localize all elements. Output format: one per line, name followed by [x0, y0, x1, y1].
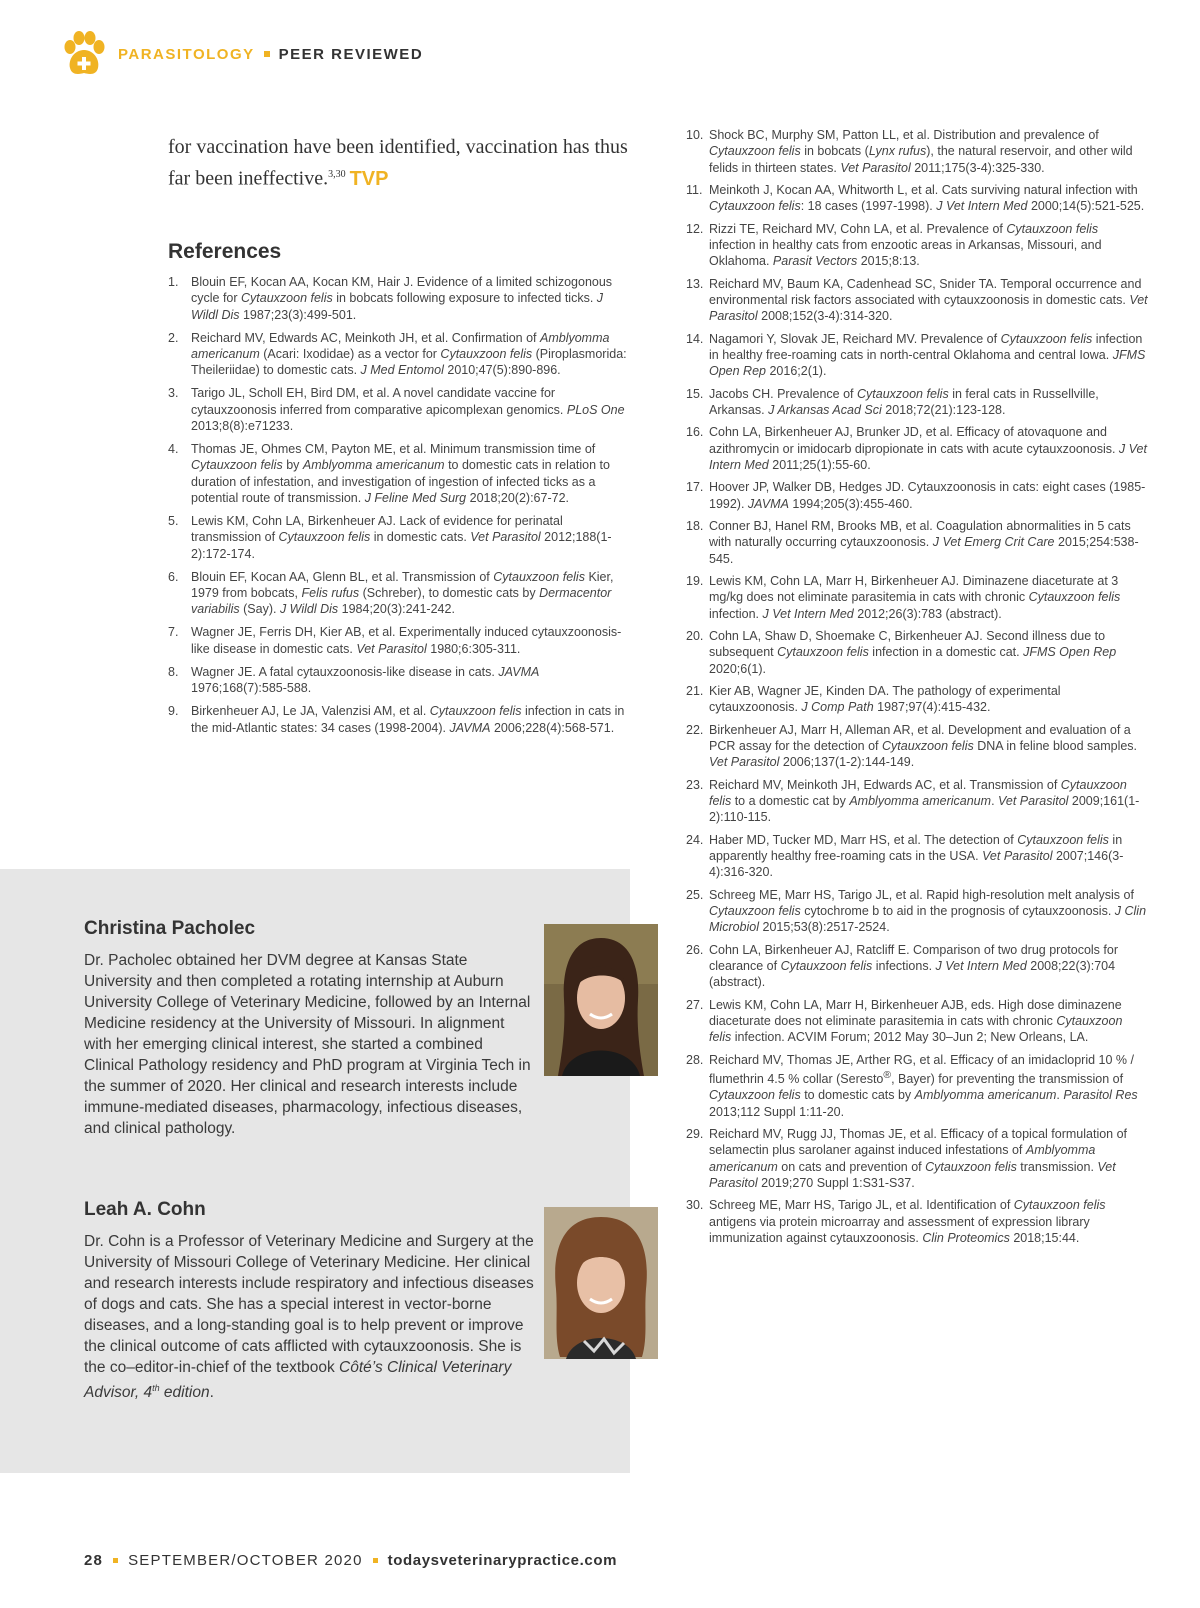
issue-date: SEPTEMBER/OCTOBER 2020 — [128, 1552, 363, 1569]
reference-text: Wagner JE. A fatal cytauxzoonosis-like disease in cats. JAVMA 1976;168(7):585-588. — [191, 664, 540, 696]
author-photo — [544, 924, 658, 1076]
reference-item — [686, 997, 1148, 1046]
page-footer — [84, 1552, 617, 1569]
reference-number: 12. — [686, 221, 704, 236]
reference-text: Blouin EF, Kocan AA, Glenn BL, et al. Transmission of Cytauxzoon felis Kier, 1979 from bobcats, Felis rufus (Schreber), to domestic cats by Dermacentor variabilis (Say). J Wildl Dis 1984;20(3):241-242. — [191, 569, 614, 617]
reference-number: 3. — [168, 386, 179, 401]
reference-number: 23. — [686, 777, 704, 792]
reference-number: 2. — [168, 330, 179, 345]
reference-text: Meinkoth J, Kocan AA, Whitworth L, et al. Cats surviving natural infection with Cytauxzoon felis: 18 cases (1997-1998). J Vet Intern Med 2000;14(5):521-525. — [709, 182, 1145, 214]
reference-number: 4. — [168, 442, 179, 457]
reference-item — [686, 942, 1148, 991]
reference-item — [686, 424, 1148, 473]
reference-item — [168, 385, 630, 434]
reference-item — [168, 624, 630, 657]
reference-number: 9. — [168, 704, 179, 719]
author-bio-text: Dr. Cohn is a Professor of Veterinary Medicine and Surgery at the University of Missouri College of Veterinary Medicine. Her clinical and research interests include respiratory and infectious diseases of dogs and cats. She has a special interest in vector-borne diseases, and a long-standing goal is to help prevent or improve the clinical outcome of cats afflicted with cytauxzoonosis. She is the co–editor-in-chief of the textbook Côté’s Clinical Veterinary Advisor, 4th edition. — [84, 1233, 534, 1402]
reference-number: 27. — [686, 997, 704, 1012]
reference-number: 1. — [168, 275, 179, 289]
intro-text: for vaccination have been identified, vaccination has thus far been ineffective. — [168, 136, 628, 190]
reference-text: Jacobs CH. Prevalence of Cytauxzoon felis in feral cats in Russellville, Arkansas. J Arkansas Acad Sci 2018;72(21):123-128. — [709, 386, 1099, 417]
paw-logo-icon — [60, 30, 108, 78]
reference-item — [686, 518, 1148, 567]
page-header — [60, 30, 423, 78]
reference-number: 13. — [686, 276, 704, 291]
reference-text: Schreeg ME, Marr HS, Tarigo JL, et al. Identification of Cytauxzoon felis antigens via protein microarray and assessment of expression library immunization against cytauxzoonosis. Clin Proteomics 2018;15:44. — [709, 1198, 1106, 1245]
separator-dot — [264, 51, 270, 57]
reference-text: Shock BC, Murphy SM, Patton LL, et al. Distribution and prevalence of Cytauxzoon felis in bobcats (Lynx rufus), the natural reservoir, and other wild felids in thirteen states. Vet Parasitol 2011;175(3-4):325-330. — [709, 128, 1133, 175]
reference-text: Cohn LA, Birkenheuer AJ, Ratcliff E. Comparison of two drug protocols for clearance of Cytauxzoon felis infections. J Vet Intern Med 2008;22(3):704 (abstract). — [709, 942, 1118, 990]
reference-number: 21. — [686, 683, 704, 698]
reference-text: Kier AB, Wagner JE, Kinden DA. The pathology of experimental cytauxzoonosis. J Comp Path 1987;97(4):415-432. — [709, 683, 1061, 715]
reference-text: Lewis KM, Cohn LA, Marr H, Birkenheuer AJ. Diminazene diaceturate at 3 mg/kg does not eliminate parasitemia in cats with chronic Cytauxzoon felis infection. J Vet Intern Med 2012;26(3):783 (abstract). — [709, 573, 1121, 621]
reference-item — [686, 1197, 1148, 1246]
reference-text: Tarigo JL, Scholl EH, Bird DM, et al. A novel candidate vaccine for cytauxzoonosis inferred from comparative apicomplexan genomics. PLoS One 2013;8(8):e71233. — [191, 386, 625, 433]
reference-item — [686, 777, 1148, 826]
reference-item — [686, 182, 1148, 215]
reference-item — [686, 573, 1148, 622]
reference-number: 26. — [686, 942, 704, 957]
reference-text: Schreeg ME, Marr HS, Tarigo JL, et al. Rapid high-resolution melt analysis of Cytauxzoon felis cytochrome b to aid in the prognosis of cytauxzoonosis. J Clin Microbiol 2015;53(8):2517-2524. — [709, 887, 1147, 935]
reference-number: 8. — [168, 664, 179, 679]
reference-item — [686, 887, 1148, 936]
author-photo — [544, 1207, 658, 1359]
reference-item — [168, 664, 630, 697]
reference-number: 29. — [686, 1126, 704, 1141]
reference-text: Birkenheuer AJ, Le JA, Valenzisi AM, et al. Cytauxzoon felis infection in cats in the mid-Atlantic states: 34 cases (1998-2004). JAVMA 2006;228(4):568-571. — [191, 704, 625, 735]
reference-number: 30. — [686, 1198, 704, 1213]
reference-item — [686, 628, 1148, 677]
reference-number: 24. — [686, 832, 704, 847]
subsection-label: PEER REVIEWED — [278, 45, 424, 63]
reference-number: 6. — [168, 569, 179, 584]
reference-number: 18. — [686, 518, 704, 533]
references-list-right — [686, 127, 1148, 1252]
reference-item — [168, 569, 630, 618]
reference-item — [686, 1126, 1148, 1191]
reference-number: 17. — [686, 480, 704, 495]
reference-text: Nagamori Y, Slovak JE, Reichard MV. Prevalence of Cytauxzoon felis infection in healthy free-roaming cats in north-central Oklahoma and central Iowa. JFMS Open Rep 2016;2(1). — [709, 331, 1146, 379]
reference-number: 10. — [686, 128, 704, 142]
reference-text: Birkenheuer AJ, Marr H, Alleman AR, et al. Development and evaluation of a PCR assay for the detection of Cytauxzoon felis DNA in feline blood samples. Vet Parasitol 2006;137(1-2):144-149. — [709, 722, 1138, 770]
reference-item — [686, 221, 1148, 270]
references-list-left — [168, 274, 630, 743]
tvp-end-mark: TVP — [349, 167, 389, 190]
reference-number: 15. — [686, 386, 704, 401]
reference-text: Wagner JE, Ferris DH, Kier AB, et al. Experimentally induced cytauxzoonosis-like disease in domestic cats. Vet Parasitol 1980;6:305-311. — [191, 625, 622, 656]
reference-number: 22. — [686, 722, 704, 737]
reference-item — [168, 703, 630, 736]
reference-text: Cohn LA, Birkenheuer AJ, Brunker JD, et al. Efficacy of atovaquone and azithromycin or imidocarb dipropionate in cats with acute cytauxzoonosis. J Vet Intern Med 2011;25(1):55-60. — [709, 425, 1147, 472]
reference-text: Reichard MV, Baum KA, Cadenhead SC, Snider TA. Temporal occurrence and environmental risk factors associated with cytauxzoonosis in domestic cats. Vet Parasitol 2008;152(3-4):314-320. — [709, 276, 1148, 324]
reference-text: Haber MD, Tucker MD, Marr HS, et al. The detection of Cytauxzoon felis in apparently healthy free-roaming cats in the USA. Vet Parasitol 2007;146(3-4):316-320. — [709, 832, 1124, 880]
reference-text: Thomas JE, Ohmes CM, Payton ME, et al. Minimum transmission time of Cytauxzoon felis by Amblyomma americanum to domestic cats in relation to duration of infestation, and investigation of ingestion of infected ticks as a potential route of transmission. J Feline Med Surg 2018;20(2):67-72. — [191, 442, 610, 505]
reference-number: 19. — [686, 573, 704, 588]
reference-item — [686, 722, 1148, 771]
reference-text: Hoover JP, Walker DB, Hedges JD. Cytauxzoonosis in cats: eight cases (1985-1992). JAVMA 1994;205(3):455-460. — [709, 480, 1146, 511]
reference-text: Conner BJ, Hanel RM, Brooks MB, et al. Coagulation abnormalities in 5 cats with naturally occurring cytauxzoonosis. J Vet Emerg Crit Care 2015;254:538-545. — [709, 518, 1139, 566]
separator-dot — [113, 1558, 118, 1563]
website-link[interactable]: todaysveterinarypractice.com — [387, 1552, 618, 1569]
reference-text: Rizzi TE, Reichard MV, Cohn LA, et al. Prevalence of Cytauxzoon felis infection in healthy cats from enzootic areas in Arkansas, Missouri, and Oklahoma. Parasit Vectors 2015;8:13. — [709, 221, 1102, 269]
reference-item — [168, 513, 630, 562]
reference-number: 11. — [686, 182, 703, 197]
reference-text: Reichard MV, Thomas JE, Arther RG, et al. Efficacy of an imidacloprid 10 % / flumethrin 4.5 % collar (Seresto®, Bayer) for preventing the transmission of Cytauxzoon felis to domestic cats by Amblyomma americanum. Parasitol Res 2013;112 Suppl 1:11-20. — [709, 1052, 1138, 1119]
reference-item — [686, 832, 1148, 881]
reference-number: 5. — [168, 514, 179, 529]
reference-item — [686, 479, 1148, 512]
reference-number: 20. — [686, 628, 704, 643]
page-number: 28 — [84, 1552, 104, 1569]
section-label: PARASITOLOGY — [118, 45, 255, 63]
separator-dot — [373, 1558, 378, 1563]
reference-item — [686, 683, 1148, 716]
reference-item — [686, 331, 1148, 380]
reference-item — [686, 1052, 1148, 1120]
references-heading: References — [168, 240, 282, 263]
reference-text: Lewis KM, Cohn LA, Birkenheuer AJ. Lack of evidence for perinatal transmission of Cytauxzoon felis in domestic cats. Vet Parasitol 2012;188(1-2):172-174. — [191, 514, 612, 561]
reference-number: 7. — [168, 625, 179, 640]
author-name: Leah A. Cohn — [84, 1199, 206, 1220]
reference-number: 28. — [686, 1052, 704, 1067]
author-name: Christina Pacholec — [84, 918, 256, 939]
reference-item — [686, 386, 1148, 419]
reference-text: Lewis KM, Cohn LA, Marr H, Birkenheuer AJB, eds. High dose diminazene diaceturate does not eliminate parasitemia in cats with chronic Cytauxzoon felis infection. ACVIM Forum; 2012 May 30–Jun 2; New Orleans, LA. — [709, 997, 1123, 1045]
reference-item — [686, 276, 1148, 325]
reference-item — [168, 274, 630, 323]
reference-text: Reichard MV, Meinkoth JH, Edwards AC, et al. Transmission of Cytauxzoon felis to a domestic cat by Amblyomma americanum. Vet Parasitol 2009;161(1-2):110-115. — [709, 777, 1140, 825]
reference-item — [686, 127, 1148, 176]
intro-paragraph — [168, 134, 628, 193]
reference-item — [168, 330, 630, 379]
reference-text: Blouin EF, Kocan AA, Kocan KM, Hair J. Evidence of a limited schizogonous cycle for Cytauxzoon felis in bobcats following exposure to infected ticks. J Wildl Dis 1987;23(3):499-501. — [191, 275, 613, 322]
reference-item — [168, 441, 630, 506]
reference-text: Reichard MV, Rugg JJ, Thomas JE, et al. Efficacy of a topical formulation of selamectin plus sarolaner against induced infestations of Amblyomma americanum on cats and prevention of Cytauxzoon felis transmission. Vet Parasitol 2019;270 Suppl 1:S31-S37. — [709, 1126, 1128, 1190]
reference-number: 14. — [686, 331, 704, 346]
reference-number: 16. — [686, 425, 704, 440]
reference-text: Reichard MV, Edwards AC, Meinkoth JH, et al. Confirmation of Amblyomma americanum (Acari: Ixodidae) as a vector for Cytauxzoon felis (Piroplasmorida: Theileriidae) to domestic cats. J Med Entomol 2010;47(5):890-896. — [191, 330, 627, 378]
reference-text: Cohn LA, Shaw D, Shoemake C, Birkenheuer AJ. Second illness due to subsequent Cytauxzoon felis infection in a domestic cat. JFMS Open Rep 2020;6(1). — [709, 628, 1117, 676]
reference-number: 25. — [686, 887, 704, 902]
intro-citation: 3,30 — [328, 169, 346, 180]
author-bio-text: Dr. Pacholec obtained her DVM degree at Kansas State University and then completed a rotating internship at Auburn University College of Veterinary Medicine, followed by an Internal Medicine residency at the University of Missouri. In alignment with her emerging clinical interest, she started a combined Clinical Pathology residency and PhD program at Virginia Tech in the summer of 2020. Her clinical and research interests include immune-mediated diseases, pharmacology, infectious diseases, and clinical pathology. — [84, 952, 531, 1137]
